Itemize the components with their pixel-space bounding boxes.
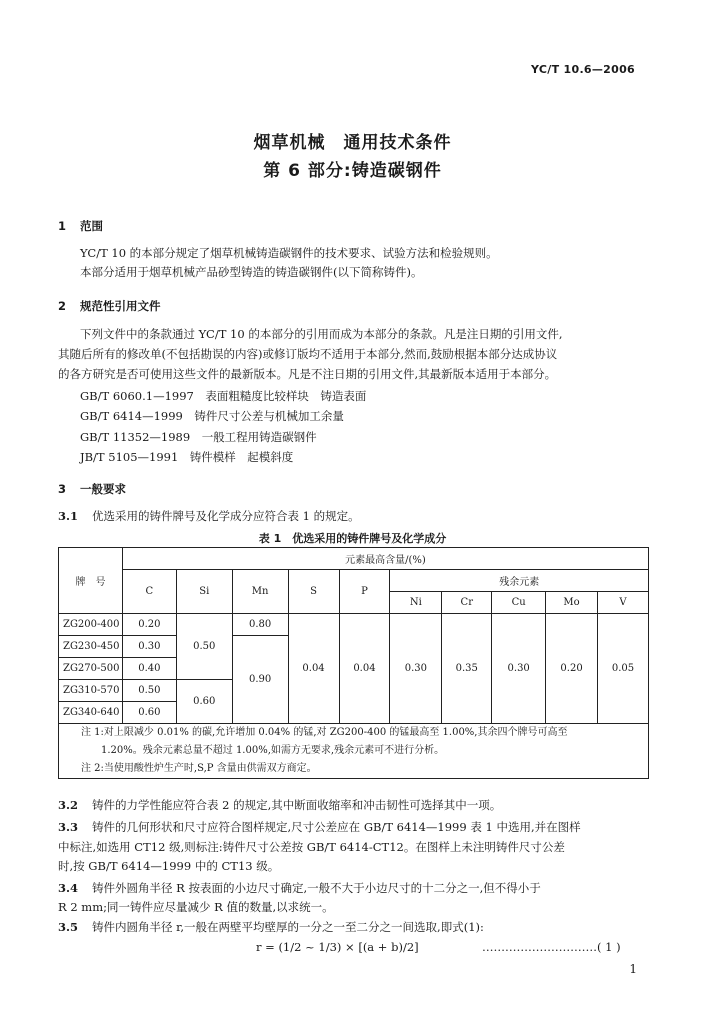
clause-3-1: 3.1 优选采用的铸件牌号及化学成分应符合表 1 的规定。 [58, 509, 360, 523]
header-grade: 牌 号 [59, 548, 123, 614]
title-line-2: 第 6 部分:铸造碳钢件 [263, 161, 442, 181]
clause-3-3-line-2: 中标注,如选用 CT12 级,则标注:铸件尺寸公差按 GB/T 6414-CT12。在图样上未注明铸件尺寸公差 [58, 840, 565, 854]
s-cell: 0.04 [288, 614, 339, 724]
header-mo: Mo [546, 592, 598, 614]
table-note-1b: 1.20%。残余元素总量不超过 1.00%,如需方无要求,残余元素可不进行分析。 [101, 745, 445, 756]
header-residual: 残余元素 [390, 570, 649, 592]
mo-cell: 0.20 [546, 614, 598, 724]
c-cell: 0.30 [122, 636, 176, 658]
cr-cell: 0.35 [442, 614, 492, 724]
formula-1: r = (1/2 ~ 1/3) × [(a + b)/2] [256, 940, 419, 954]
reference-2: GB/T 6414—1999 铸件尺寸公差与机械加工余量 [80, 409, 344, 423]
mn-cell: 0.80 [232, 614, 288, 636]
header-s: S [288, 570, 339, 614]
clause-3-2: 3.2 铸件的力学性能应符合表 2 的规定,其中断面收缩率和冲击韧性可选择其中一项。 [58, 798, 502, 812]
si-cell: 0.50 [176, 614, 232, 680]
c-cell: 0.20 [122, 614, 176, 636]
section-1-heading: 1 范围 [58, 219, 103, 233]
section-2-heading: 2 规范性引用文件 [58, 299, 161, 313]
header-mn: Mn [232, 570, 288, 614]
v-cell: 0.05 [598, 614, 649, 724]
table-notes [59, 724, 649, 779]
header-cr: Cr [442, 592, 492, 614]
title-line-1: 烟草机械 通用技术条件 [253, 133, 452, 153]
section-1-para-2: 本部分适用于烟草机械产品砂型铸造的铸造碳钢件(以下简称铸件)。 [80, 265, 423, 279]
header-p: P [339, 570, 390, 614]
reference-1: GB/T 6060.1—1997 表面粗糙度比较样块 铸造表面 [80, 389, 367, 403]
standard-code: YC/T 10.6—2006 [531, 63, 635, 76]
grade-cell: ZG340-640 [59, 702, 123, 724]
header-cu: Cu [492, 592, 546, 614]
table-note-2: 注 2:当使用酸性炉生产时,S,P 含量由供需双方商定。 [81, 763, 317, 774]
header-ni: Ni [390, 592, 442, 614]
si-cell: 0.60 [176, 680, 232, 724]
header-c: C [122, 570, 176, 614]
clause-3-5: 3.5 铸件内圆角半径 r,一般在两壁平均壁厚的一分之一至二分之一间选取,即式(1): [58, 920, 484, 934]
c-cell: 0.60 [122, 702, 176, 724]
c-cell: 0.40 [122, 658, 176, 680]
grade-cell: ZG230-450 [59, 636, 123, 658]
section-2-line-3: 的各方研究是否可使用这些文件的最新版本。凡是不注日期的引用文件,其最新版本适用于本部分。 [58, 367, 557, 381]
header-element-content: 元素最高含量/(%) [122, 548, 648, 570]
ni-cell: 0.30 [390, 614, 442, 724]
grade-cell: ZG310-570 [59, 680, 123, 702]
section-3-heading: 3 一般要求 [58, 482, 126, 496]
reference-4: JB/T 5105—1991 铸件模样 起模斜度 [80, 450, 294, 464]
p-cell: 0.04 [339, 614, 390, 724]
clause-3-3-line-3: 时,按 GB/T 6414—1999 中的 CT13 级。 [58, 859, 280, 873]
grade-cell: ZG200-400 [59, 614, 123, 636]
clause-3-4-line-1: 3.4 铸件外圆角半径 R 按表面的小边尺寸确定,一般不大于小边尺寸的十二分之一,但不得小于 [58, 881, 541, 895]
table-1 [58, 547, 649, 779]
section-1-para-1: YC/T 10 的本部分规定了烟草机械铸造碳钢件的技术要求、试验方法和检验规则。 [80, 246, 498, 260]
page-number: 1 [629, 962, 637, 976]
grade-cell: ZG270-500 [59, 658, 123, 680]
c-cell: 0.50 [122, 680, 176, 702]
mn-cell: 0.90 [232, 636, 288, 724]
formula-number: …………………………( 1 ) [482, 940, 621, 954]
table-1-caption: 表 1 优选采用的铸件牌号及化学成分 [258, 532, 447, 545]
reference-3: GB/T 11352—1989 一般工程用铸造碳钢件 [80, 430, 317, 444]
cu-cell: 0.30 [492, 614, 546, 724]
section-2-line-2: 其随后所有的修改单(不包括勘误的内容)或修订版均不适用于本部分,然而,鼓励根据本部分达成协议 [58, 347, 558, 361]
header-v: V [598, 592, 649, 614]
clause-3-4-line-2: R 2 mm;同一铸件应尽量减少 R 值的数量,以求统一。 [58, 900, 334, 914]
header-si: Si [176, 570, 232, 614]
section-2-line-1: 下列文件中的条款通过 YC/T 10 的本部分的引用而成为本部分的条款。凡是注日期的引用文件, [80, 327, 563, 341]
table-note-1a: 注 1:对上限减少 0.01% 的碳,允许增加 0.04% 的锰,对 ZG200-400 的锰最高至 1.00%,其余四个牌号可高至 [81, 727, 568, 738]
clause-3-3-line-1: 3.3 铸件的几何形状和尺寸应符合图样规定,尺寸公差应在 GB/T 6414—1999 表 1 中选用,并在图样 [58, 820, 581, 834]
